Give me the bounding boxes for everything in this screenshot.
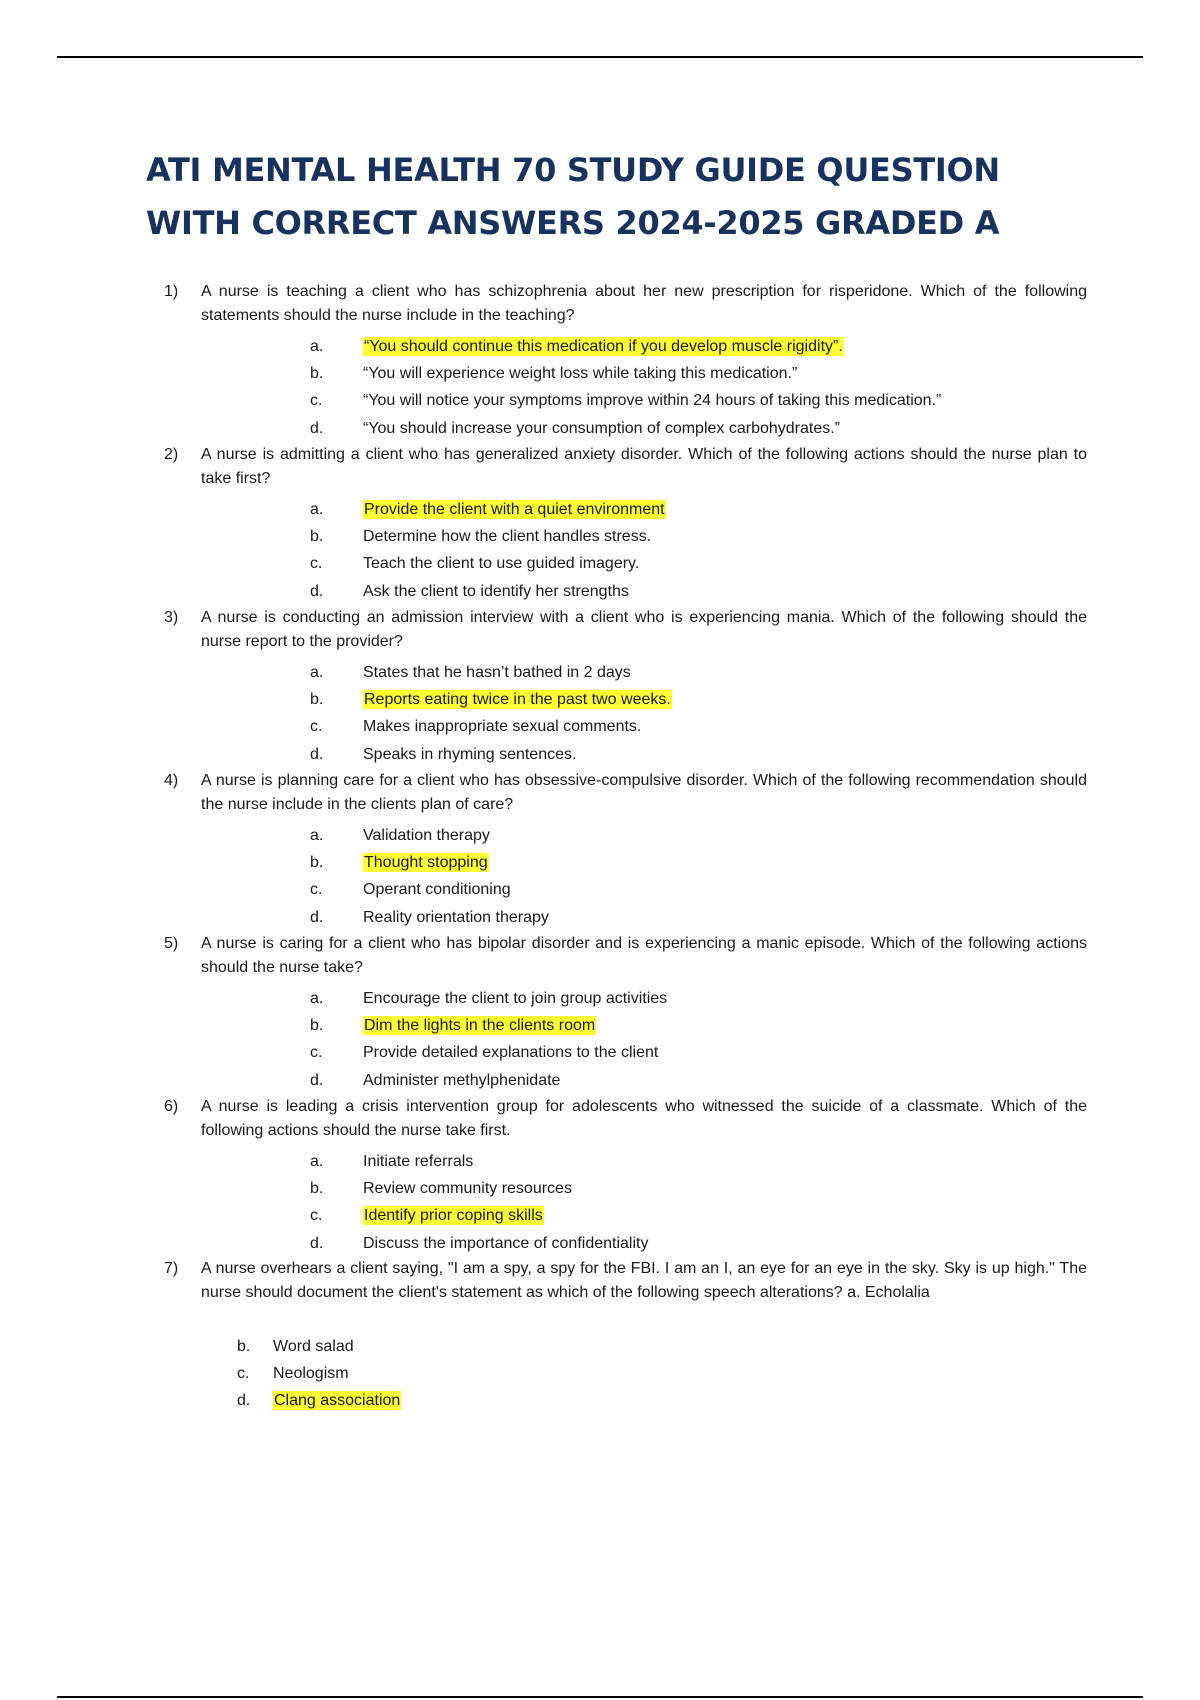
correct-answer-highlight: Provide the client with a quiet environment [364, 501, 665, 518]
option-text [363, 1203, 544, 1229]
option-letter: c. [237, 1365, 250, 1383]
option-letter: c. [310, 1044, 323, 1062]
option-label: Word salad [273, 1338, 354, 1355]
option-letter: b. [310, 854, 324, 872]
option-letter: b. [310, 691, 324, 709]
correct-answer-highlight: Reports eating twice in the past two weeks. [364, 691, 671, 709]
option-label: Provide detailed explanations to the client [363, 1044, 659, 1062]
option-text [363, 1149, 473, 1175]
bottom-rule [57, 1696, 1143, 1698]
option-text [363, 742, 576, 768]
answer-option [0, 551, 1200, 577]
option-text [363, 388, 941, 414]
answer-option [0, 1068, 1200, 1094]
option-label: “You will experience weight loss while taking this medication.” [363, 365, 798, 383]
option-letter: b. [237, 1338, 251, 1355]
option-text [363, 850, 489, 876]
correct-answer-highlight: Identify prior coping skills [364, 1207, 543, 1225]
option-label: Ask the client to identify her strengths [363, 582, 629, 600]
answer-option [0, 388, 1200, 414]
option-letter: b. [310, 528, 324, 546]
answer-option [0, 850, 1200, 876]
question-text: A nurse is teaching a client who has schizophrenia about her new prescription for risperidone. Which of the following statements should the nurse include in the teaching? [201, 283, 1087, 324]
answer-option [0, 660, 1200, 686]
option-label: Teach the client to use guided imagery. [363, 555, 640, 573]
option-label: Discuss the importance of confidentiality [363, 1234, 649, 1252]
question-number: 7) [164, 1260, 179, 1277]
option-label: Validation therapy [363, 827, 490, 844]
answer-option [0, 1231, 1200, 1257]
option-label: “You should increase your consumption of complex carbohydrates.” [363, 419, 840, 437]
answer-option [0, 361, 1200, 387]
option-letter: c. [310, 881, 323, 899]
question-text: A nurse is caring for a client who has bipolar disorder and is experiencing a manic episode. Which of the following actions should the nurse take? [201, 935, 1087, 976]
answer-option [0, 1203, 1200, 1229]
option-label: Operant conditioning [363, 881, 511, 899]
question-text: A nurse is admitting a client who has generalized anxiety disorder. Which of the following actions should the nurse plan to take first? [201, 446, 1087, 487]
correct-answer-highlight: “You should continue this medication if you develop muscle rigidity”. [364, 338, 843, 355]
document-title: ATI MENTAL HEALTH 70 STUDY GUIDE QUESTION WITH CORRECT ANSWERS 2024-2025 GRADED A [146, 151, 1000, 242]
option-letter: b. [310, 365, 324, 383]
option-label: Administer methylphenidate [363, 1071, 561, 1089]
question-number: 3) [164, 609, 179, 626]
question-text: A nurse is leading a crisis intervention group for adolescents who witnessed the suicide of a classmate. Which of the following actions should the nurse take first. [201, 1098, 1087, 1139]
answer-option [0, 714, 1200, 740]
option-letter: d. [310, 745, 324, 763]
answer-option [0, 1149, 1200, 1175]
correct-answer-highlight: Clang association [274, 1392, 401, 1410]
option-text [363, 416, 840, 442]
option-letter: a. [310, 990, 324, 1007]
answer-option [0, 823, 1200, 849]
option-label: Neologism [273, 1365, 349, 1383]
question-text: A nurse is conducting an admission interview with a client who is experiencing mania. Which of the following should the nurse report to the provider? [201, 609, 1087, 650]
answer-option [0, 1388, 1200, 1414]
option-label: Speaks in rhyming sentences. [363, 745, 577, 763]
question-text: A nurse overhears a client saying, "I am a spy, a spy for the FBI. I am an I, an eye for an eye in the sky. Sky is up high." The nurse should document the client's statement as which of the following speech alterations? a. Echolalia [201, 1260, 1087, 1301]
option-text [273, 1334, 354, 1360]
option-text [363, 823, 490, 849]
option-letter: d. [310, 908, 324, 926]
option-letter: c. [310, 1207, 323, 1225]
option-letter: a. [310, 664, 324, 681]
option-text [363, 660, 631, 686]
option-letter: d. [310, 582, 324, 600]
correct-answer-highlight: Thought stopping [364, 854, 488, 872]
top-rule [57, 56, 1143, 58]
answer-option [0, 1334, 1200, 1360]
option-letter: a. [310, 1153, 324, 1170]
option-text [363, 497, 666, 523]
answer-option [0, 334, 1200, 360]
option-label: Encourage the client to join group activities [363, 990, 668, 1007]
question-text: A nurse is planning care for a client who has obsessive-compulsive disorder. Which of the following recommendation should the nurse include in the clients plan of care? [201, 772, 1087, 813]
option-letter: d. [310, 1234, 324, 1252]
question-number: 6) [164, 1098, 179, 1115]
answer-option [0, 524, 1200, 550]
answer-option [0, 877, 1200, 903]
option-text [363, 877, 511, 903]
option-text [273, 1361, 349, 1387]
answer-option [0, 1176, 1200, 1202]
answer-option [0, 1361, 1200, 1387]
option-letter: b. [310, 1180, 324, 1198]
option-letter: d. [237, 1392, 251, 1410]
answer-option [0, 905, 1200, 931]
option-letter: b. [310, 1017, 324, 1035]
option-label: States that he hasn’t bathed in 2 days [363, 664, 631, 681]
answer-option [0, 579, 1200, 605]
option-text [363, 551, 639, 577]
option-letter: d. [310, 1071, 324, 1089]
option-text [363, 905, 549, 931]
answer-option [0, 742, 1200, 768]
option-text [363, 1013, 596, 1039]
option-label: Review community resources [363, 1180, 572, 1198]
option-text [363, 524, 651, 550]
option-text [363, 1231, 648, 1257]
option-text [363, 1040, 658, 1066]
option-letter: a. [310, 501, 324, 518]
option-text [273, 1388, 401, 1414]
answer-option [0, 1040, 1200, 1066]
option-label: “You will notice your symptoms improve within 24 hours of taking this medication.” [363, 392, 942, 410]
option-text [363, 334, 844, 360]
question-number: 1) [164, 283, 179, 300]
option-letter: c. [310, 392, 323, 410]
answer-option [0, 497, 1200, 523]
option-letter: a. [310, 338, 324, 355]
option-label: Makes inappropriate sexual comments. [363, 718, 642, 736]
option-text [363, 361, 797, 387]
option-letter: c. [310, 718, 323, 736]
option-text [363, 714, 641, 740]
answer-option [0, 1013, 1200, 1039]
option-letter: d. [310, 419, 324, 437]
option-text [363, 1176, 572, 1202]
question-number: 4) [164, 772, 179, 789]
answer-option [0, 416, 1200, 442]
option-label: Initiate referrals [363, 1153, 474, 1170]
option-letter: c. [310, 555, 323, 573]
option-text [363, 1068, 560, 1094]
option-label: Reality orientation therapy [363, 908, 549, 926]
answer-option [0, 687, 1200, 713]
option-text [363, 687, 672, 713]
option-letter: a. [310, 827, 324, 844]
option-label: Determine how the client handles stress. [363, 528, 652, 546]
answer-option [0, 986, 1200, 1012]
option-text [363, 579, 629, 605]
question-number: 2) [164, 446, 179, 463]
question-number: 5) [164, 935, 179, 952]
option-text [363, 986, 667, 1012]
correct-answer-highlight: Dim the lights in the clients room [364, 1017, 596, 1035]
